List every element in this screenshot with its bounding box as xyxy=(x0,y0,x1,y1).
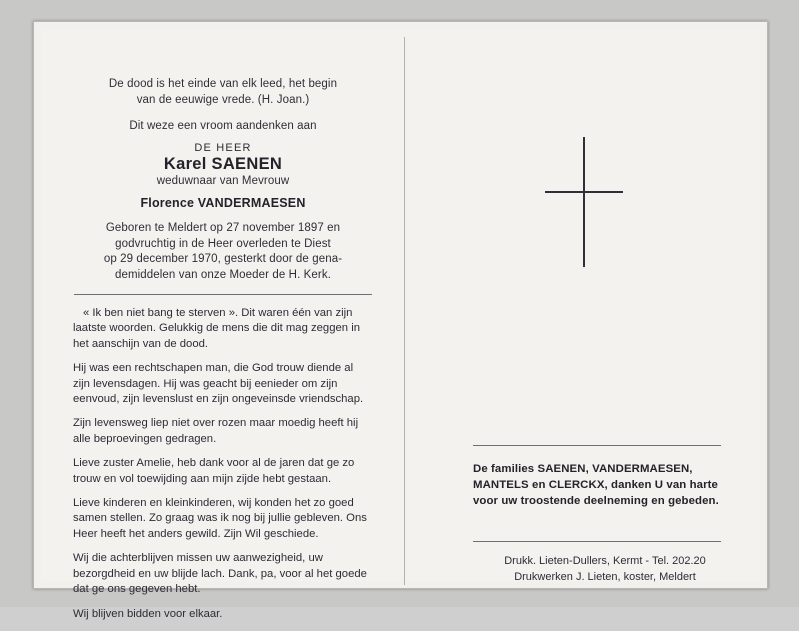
left-page xyxy=(41,29,404,620)
dates-line-4: demiddelen van onze Moeder de H. Kerk. xyxy=(114,268,332,281)
opening-line-1: De dood is het einde van elk leed, het begin xyxy=(108,78,338,90)
printer-line-1: Drukk. Lieten-Dullers, Kermt - Tel. 202.20 xyxy=(504,555,706,567)
spacer xyxy=(73,108,373,119)
dates-line-1: Geboren te Meldert op 27 november 1897 en xyxy=(105,222,341,234)
latin-cross-icon-bar xyxy=(545,191,623,193)
dates-line-3: op 29 december 1970, gesterkt door de gena- xyxy=(103,253,343,265)
card-inner xyxy=(41,29,760,620)
latin-cross-icon xyxy=(583,137,585,267)
spacer xyxy=(73,189,373,196)
divider xyxy=(74,294,372,295)
divider xyxy=(473,541,721,542)
opening-line-2: van de eeuwige vrede. (H. Joan.) xyxy=(136,93,310,106)
memorial-paragraph: Wij blijven bidden voor elkaar. xyxy=(73,607,223,620)
memorial-paragraph: Hij was een rechtschapen man, die God trouw diende al zijn levensdagen. Hij was geacht bij eenieder om zijn eenvoud, zijn levenslust en zijn ongeveinsde vriendschap. xyxy=(73,362,364,406)
memorial-paragraph: Zijn levensweg liep niet over rozen maar moedig heeft hij alle beproevingen gedragen. xyxy=(73,417,359,445)
family-thanks-text: De families SAENEN, VANDERMAESEN, MANTELS en CLERCKX, danken U van harte voor uw troostende deelneming en gebeden. xyxy=(473,463,719,507)
memorial-paragraph: Lieve zuster Amelie, heb dank voor al de jaren dat ge zo trouw en vol toewijding aan mijn zijde hebt gestaan. xyxy=(73,457,355,485)
left-page-content xyxy=(73,77,373,631)
relation-line: weduwnaar van Mevrouw xyxy=(156,174,290,187)
invitation-line: Dit weze een vroom aandenken aan xyxy=(129,120,317,132)
memorial-paragraph: « Ik ben niet bang te sterven ». Dit waren één van zijn laatste woorden. Gelukkig de mens die dit mag zeggen in het aanschijn van de dood. xyxy=(73,307,360,350)
printer-line-2: Drukwerken J. Lieten, koster, Meldert xyxy=(514,571,696,583)
spouse-name: Florence VANDERMAESEN xyxy=(140,196,306,210)
spacer xyxy=(73,135,373,142)
memorial-card xyxy=(33,21,768,620)
memorial-paragraph: Wij die achterblijven missen uw aanwezigheid, uw bezorgdheid en uw blijde lach. Dank, pa, voor al het goede dat ge ons gegeven hebt. xyxy=(73,552,367,596)
memorial-paragraph: Lieve kinderen en kleinkinderen, wij konden het zo goed samen stellen. Zo graag was ik nog bij jullie gebleven. Ons Heer heeft het anders gewild. Zijn Wil geschiede. xyxy=(73,497,367,540)
printer-credit xyxy=(481,553,729,585)
dates-line-2: godvruchtig in de Heer overleden te Diest xyxy=(115,237,331,250)
deceased-name: Karel SAENEN xyxy=(163,154,283,173)
spacer xyxy=(73,210,373,221)
right-page xyxy=(405,29,760,581)
divider xyxy=(473,445,721,446)
honorific: DE HEER xyxy=(194,141,252,154)
